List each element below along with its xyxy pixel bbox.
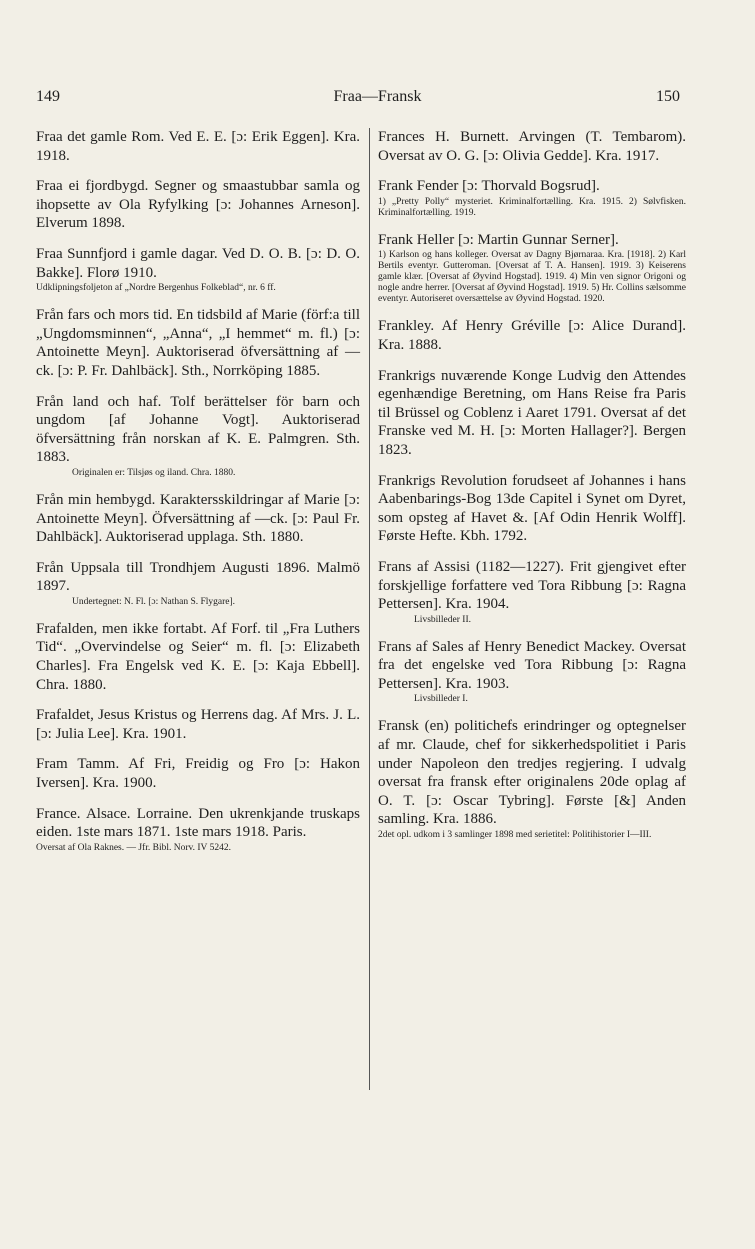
entry-text: Från fars och mors tid. En tidsbild af Marie (förf:a till „Ungdomsminnen“, „Anna“, „I hemmet“ m. fl.) [ɔ: Antoinette Meyn]. Auktoriserad öfversättning af —ck. [ɔ: P. Fr. Dahlbäck]. Sth., Norrköping 1885. xyxy=(36,307,360,379)
entry-note: 2det opl. udkom i 3 samlinger 1898 med serietitel: Politihistorier I—III. xyxy=(378,830,652,841)
entry-text: Fraa det gamle Rom. Ved E. E. [ɔ: Erik Eggen]. Kra. 1918. xyxy=(36,129,360,164)
bib-entry xyxy=(36,755,360,792)
running-title: Fraa—Fransk xyxy=(333,88,422,105)
entry-text: Fraa ei fjordbygd. Segner og smaastubbar samla og ihopsette av Ola Ryfylking [ɔ: Johannes Arneson]. Elverum 1898. xyxy=(36,178,360,232)
entry-note: Livsbilleder I. xyxy=(414,694,468,705)
column-divider xyxy=(369,128,370,1090)
entry-text: Frances H. Burnett. Arvingen (T. Tembarom). Oversat av O. G. [ɔ: Olivia Gedde]. Kra. 1917. xyxy=(378,129,686,164)
bib-entry xyxy=(36,393,360,479)
entry-text: Från land och haf. Tolf berättelser för barn och ungdom [af Johanne Vogt]. Auktoriserad öfversättning från norskan af K. E. Palmgren. Sth. 1883. xyxy=(36,393,360,466)
entry-note: Undertegnet: N. Fl. [ɔ: Nathan S. Flygare]. xyxy=(72,596,236,607)
entry-text: Frankley. Af Henry Gréville [ɔ: Alice Durand]. Kra. 1888. xyxy=(378,318,686,353)
page-header xyxy=(0,88,755,112)
entry-text: France. Alsace. Lorraine. Den ukrenkjande truskaps eiden. 1ste mars 1871. 1ste mars 1918. Paris. xyxy=(36,805,360,841)
entry-text: Från min hembygd. Karaktersskildringar af Marie [ɔ: Antoinette Meyn]. Öfversättning af —ck. [ɔ: Paul Fr. Dahlbäck]. Auktoriserad upplaga. Sth. 1880. xyxy=(36,491,360,546)
entry-text: Fraa Sunnfjord i gamle dagar. Ved D. O. B. [ɔ: D. O. Bakke]. Florø 1910. xyxy=(36,245,360,281)
bib-entry xyxy=(36,245,360,294)
bib-entry xyxy=(378,128,686,165)
entry-text: Frans af Assisi (1182—1227). Frit gjengivet efter forskjellige forfattere ved Tora Ribbung [ɔ: Ragna Pettersen]. Kra. 1904. xyxy=(378,558,686,613)
entry-text: Frans af Sales af Henry Benedict Mackey. Oversat fra det engelske ved Tora Ribbung [ɔ: Ragna Pettersen]. Kra. 1903. xyxy=(378,638,686,692)
bib-entry xyxy=(378,472,686,546)
bib-entry xyxy=(378,231,686,306)
entry-text: Frankrigs Revolution forudseet af Johannes i hans Aabenbarings-Bog 13de Capitel i Synet om Dyret, som opsteg af Havet &. [Af Odin Henrik Wolff]. Første Hefte. Kbh. 1792. xyxy=(378,472,686,545)
entry-text: Frank Fender [ɔ: Thorvald Bogsrud]. xyxy=(378,178,600,195)
entry-text: Frafalden, men ikke fortabt. Af Forf. til „Fra Luthers Tid“. „Overvindelse og Seier“ m. fl. [ɔ: Elizabeth Charles]. Fra Engelsk ved K. E. [ɔ: Kaja Ebbell]. Chra. 1880. xyxy=(36,620,360,693)
entry-text: Från Uppsala till Trondhjem Augusti 1896. Malmö 1897. xyxy=(36,559,360,595)
entry-note: Livsbilleder II. xyxy=(414,614,471,625)
entry-note: Udklipningsfoljeton af „Nordre Bergenhus Folkeblad“, nr. 6 ff. xyxy=(36,283,276,294)
entry-text: Frank Heller [ɔ: Martin Gunnar Serner]. xyxy=(378,231,619,248)
bib-entry xyxy=(36,620,360,694)
entry-text: Frafaldet, Jesus Kristus og Herrens dag. Af Mrs. J. L. [ɔ: Julia Lee]. Kra. 1901. xyxy=(36,707,360,742)
page-number-left: 149 xyxy=(36,88,60,105)
bib-entry xyxy=(36,177,360,233)
left-column xyxy=(36,128,360,866)
bib-entry xyxy=(36,805,360,854)
bib-entry xyxy=(378,717,686,841)
entry-text: Fransk (en) politichefs erindringer og optegnelser af mr. Claude, chef for sikkerhedspolitiet i Paris under Napoleon den tredjes regjering. I udvalg oversat fra fransk efter originalens 20de oplag af O. T. [ɔ: Oscar Tybring]. Første [&] Anden samling. Kra. 1886. xyxy=(378,718,686,828)
right-column xyxy=(378,128,686,853)
bib-entry xyxy=(36,706,360,743)
entry-note: Originalen er: Tilsjøs og iland. Chra. 1880. xyxy=(72,467,236,478)
bib-entry xyxy=(378,367,686,460)
page-number-right: 150 xyxy=(656,88,680,105)
bib-entry xyxy=(36,306,360,380)
bib-entry xyxy=(378,558,686,626)
entry-note: 1) „Pretty Polly“ mysteriet. Kriminalfortælling. Kra. 1915. 2) Sølvfisken. Kriminalfortælling. 1919. xyxy=(378,196,686,218)
bib-entry xyxy=(36,491,360,547)
entry-text: Frankrigs nuværende Konge Ludvig den Attendes egenhændige Beretning, om Hans Reise fra Paris til Brüssel og Coblenz i Aaret 1791. Oversat af det Franske ved M. H. [ɔ: Morten Hallager?]. Bergen 1823. xyxy=(378,367,686,458)
bib-entry xyxy=(36,128,360,165)
bib-entry xyxy=(378,177,686,219)
entry-note: 1) Karlson og hans kolleger. Oversat av Dagny Bjørnaraa. Kra. [1918]. 2) Karl Bertils eventyr. Gutteroman. [Oversat af T. A. Hansen]. 1919. 3) Keiserens gamle klær. [Oversat af Øyvind Hogstad]. 1919. 4) Min ven signor Origoni og nogle andre herrer. [Oversat af Øyvind Hogstad]. 1919. 5) Hr. Collins sælsomme eventyr. Autoriseret oversættelse av Øyvind Hogstad. 1920. xyxy=(378,250,686,305)
bib-entry xyxy=(36,559,360,608)
bib-entry xyxy=(378,638,686,706)
bib-entry xyxy=(378,317,686,354)
entry-text: Fram Tamm. Af Fri, Freidig og Fro [ɔ: Hakon Iversen]. Kra. 1900. xyxy=(36,756,360,792)
entry-note: Oversat af Ola Raknes. — Jfr. Bibl. Norv. IV 5242. xyxy=(36,842,231,853)
